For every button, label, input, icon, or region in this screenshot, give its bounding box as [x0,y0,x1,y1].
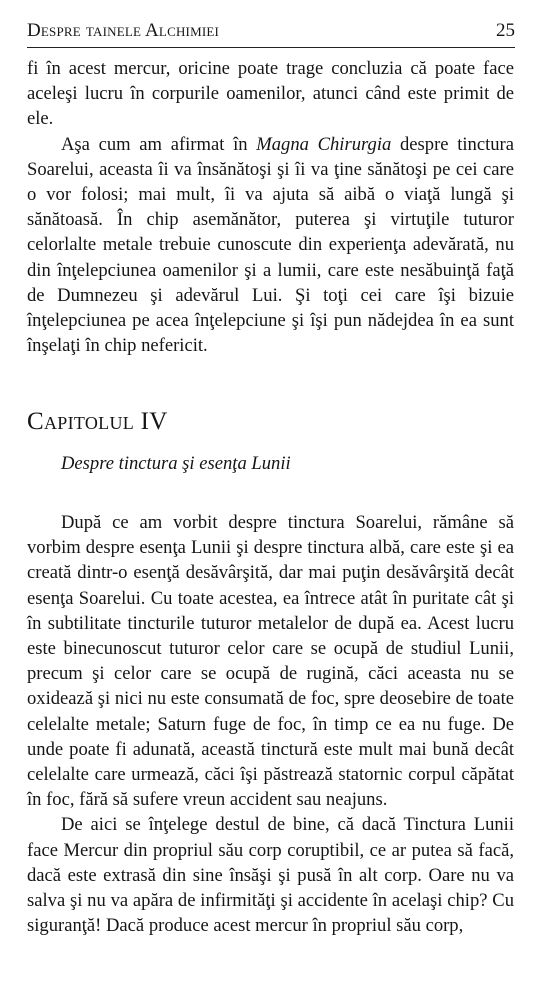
body-text-top [27,56,514,358]
paragraph [27,56,514,132]
paragraph-text: fi în acest mercur, oricine poate trage concluzia că poate face aceleşi lucru în corpurile oamenilor, atunci când este primit de ele. [27,58,514,130]
chapter-subtitle: Despre tinctura şi esenţa Lunii [61,453,291,474]
paragraph-text: Aşa cum am afirmat în [61,133,257,155]
italic-title-text: Magna Chirurgia [256,133,392,155]
running-title: Despre tainele Alchimiei [27,20,220,41]
paragraph [27,132,514,359]
paragraph [27,812,514,938]
body-text-bottom [27,510,514,938]
paragraph-text: De aici se înţelege destul de bine, că dacă Tinctura Lunii face Mercur din propriul său corp coruptibil, ce ar putea să facă, dacă este extrasă din sine însăşi şi pusă în alt corp. Oare nu va salva şi nu va apăra de infirmităţi şi accidente în acelaşi chip? Cu siguranţă! Dacă produce acest mercur în propriul său corp, [27,814,514,937]
page-header [27,18,515,46]
header-rule [27,47,515,48]
paragraph-text: despre tinctura Soarelui, aceasta îi va însănătoşi şi îi va ţine sănătoşi pe cei care o vor folosi; mai mult, îi va ajuta să aibă o viaţă lungă şi sănătoasă. În chip asemănător, puterea şi virtuţile tuturor celorlalte metale trebuie cunoscute din experienţa adevărată, nu din înţelepciunea oamenilor şi a lumii, care este nesăbuinţă faţă de Dumnezeu şi adevărul Lui. Şi toţi cei care îşi bizuie înţelepciunea pe acea înţelepciune şi îşi pun nădejdea în ea sunt înşelaţi în chip nefericit. [27,133,514,357]
chapter-title: Capitolul IV [27,408,168,435]
paragraph [27,510,514,812]
page-number: 25 [496,20,515,41]
paragraph-text: După ce am vorbit despre tinctura Soarelui, rămâne să vorbim despre esenţa Lunii şi despre tinctura albă, care este şi ea creată dintr-o esenţă desăvârşită, dar mai puţin desăvârşită decât esenţa Soarelui. Cu toate acestea, ea întrece atât în puritate cât şi în subtilitate tincturile tuturor metalelor de după ea. Acest lucru este binecunoscut tuturor celor care se ocupă de studiul Lunii, precum şi celor care se ocupă de rugină, căci aceasta nu se oxidează şi nici nu este consumată de foc, spre deosebire de toate celelalte metale; Saturn fuge de foc, în timp ce ea nu fuge. De unde poate fi adunată, această tinctură este mult mai bună decât celelalte care urmează, căci îşi păstrează statornic corpul căpătat în foc, fără să sufere vreun accident sau neajuns. [27,512,514,811]
